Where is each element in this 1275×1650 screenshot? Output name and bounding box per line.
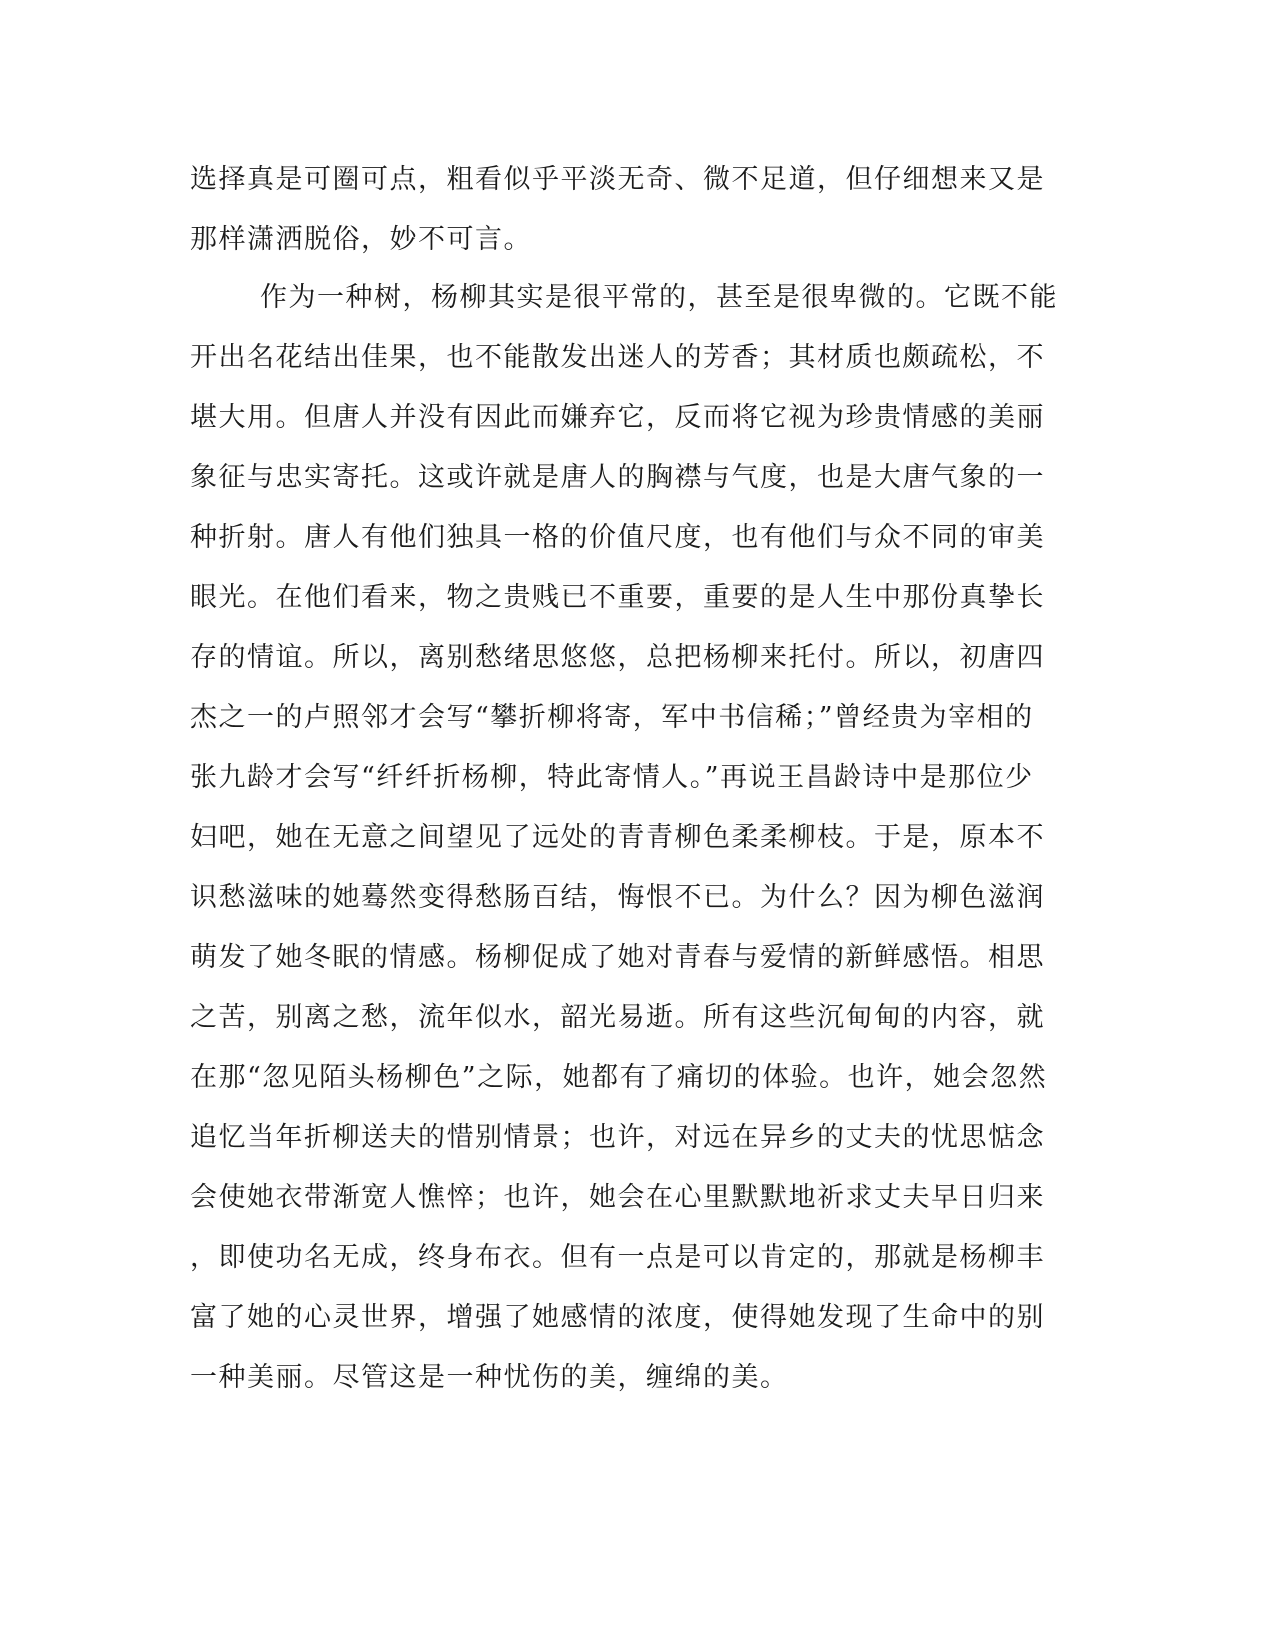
paragraph-line: 之苦，别离之愁，流年似水，韶光易逝。所有这些沉甸甸的内容，就 <box>190 1002 1045 1033</box>
paragraph-line: 存的情谊。所以，离别愁绪思悠悠，总把杨柳来托付。所以，初唐四 <box>190 642 1045 673</box>
paragraph-line: 象征与忠实寄托。这或许就是唐人的胸襟与气度，也是大唐气象的一 <box>190 462 1045 493</box>
paragraph-line: 选择真是可圈可点，粗看似乎平淡无奇、微不足道，但仔细想来又是 <box>190 164 1045 195</box>
paragraph-line: 眼光。在他们看来，物之贵贱已不重要，重要的是人生中那份真挚长 <box>190 582 1045 613</box>
paragraph-line: 妇吧，她在无意之间望见了远处的青青柳色柔柔柳枝。于是，原本不 <box>190 822 1045 853</box>
paragraph-line: 一种美丽。尽管这是一种忧伤的美，缠绵的美。 <box>190 1362 789 1393</box>
paragraph-line: 萌发了她冬眠的情感。杨柳促成了她对青春与爱情的新鲜感悟。相思 <box>190 942 1045 973</box>
paragraph-line: 富了她的心灵世界，增强了她感情的浓度，使得她发现了生命中的别 <box>190 1302 1045 1333</box>
paragraph-line: 作为一种树，杨柳其实是很平常的，甚至是很卑微的。它既不能 <box>260 282 1058 313</box>
paragraph-line: 识愁滋味的她蓦然变得愁肠百结，悔恨不已。为什么？因为柳色滋润 <box>190 882 1045 913</box>
paragraph-line: 在那“忽见陌头杨柳色”之际，她都有了痛切的体验。也许，她会忽然 <box>190 1062 1048 1093</box>
paragraph-line: 杰之一的卢照邻才会写“攀折柳将寄，军中书信稀；”曾经贵为宰相的 <box>190 702 1034 733</box>
paragraph-line: 追忆当年折柳送夫的惜别情景；也许，对远在异乡的丈夫的忧思惦念 <box>190 1122 1045 1153</box>
paragraph-2 <box>190 268 1070 1408</box>
paragraph-line: 那样潇洒脱俗，妙不可言。 <box>190 224 532 255</box>
paragraph-line: 会使她衣带渐宽人憔悴；也许，她会在心里默默地祈求丈夫早日归来 <box>190 1182 1045 1213</box>
paragraph-line: ，即使功名无成，终身布衣。但有一点是可以肯定的，那就是杨柳丰 <box>190 1242 1045 1273</box>
paragraph-line: 堪大用。但唐人并没有因此而嫌弃它，反而将它视为珍贵情感的美丽 <box>190 402 1045 433</box>
paragraph-line: 种折射。唐人有他们独具一格的价值尺度，也有他们与众不同的审美 <box>190 522 1045 553</box>
paragraph-line: 开出名花结出佳果，也不能散发出迷人的芳香；其材质也颇疏松，不 <box>190 342 1045 373</box>
paragraph-line: 张九龄才会写“纤纤折杨柳，特此寄情人。”再说王昌龄诗中是那位少 <box>190 762 1034 793</box>
paragraph-1 <box>190 150 1070 270</box>
